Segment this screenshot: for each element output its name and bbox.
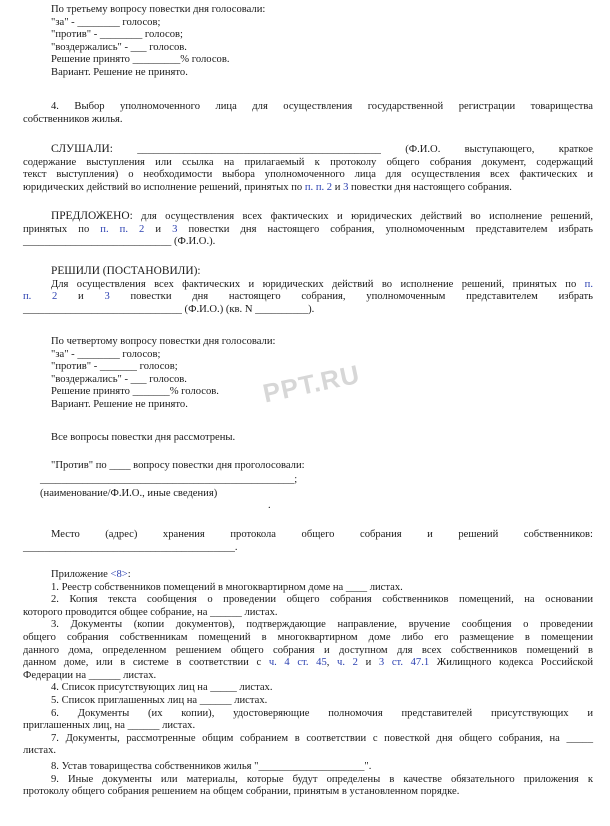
vote3-against: "против" - ________ голосов; (51, 29, 183, 41)
appendix-item-3-l3: данного дома, определенном решением общего собрания и доступном для всех собственников помещений в (23, 644, 593, 656)
vote3-decision: Решение принято _________% голосов. (51, 54, 230, 66)
proposed-label: ПРЕДЛОЖЕНО: (51, 210, 133, 222)
heard-line4: юридических действий во исполнение решений, принятых по п. п. 2 и 3 повестки дня настоящего собрания. (23, 181, 512, 193)
appendix-item-7-l2: листах. (23, 745, 57, 757)
appendix-item-7-l1: 7. Документы, рассмотренные общим собранием в соответствии с повесткой дня общего собрания, на _____ (51, 732, 593, 744)
vote4-decision: Решение принято _______% голосов. (51, 386, 219, 398)
appendix-title: Приложение <8>: (51, 569, 131, 580)
appendix-item-3-l1: 3. Документы (копии документов), подтверждающие направление, вручение сообщения о проведении (51, 619, 593, 631)
heard-line3: текст выступления) о необходимости выбора уполномоченного лица для осуществления всех фактических и (23, 169, 593, 181)
link-3[interactable]: 3 (104, 291, 110, 303)
watermark: PPT.RU (260, 358, 363, 409)
appendix-item-2-l1: 2. Копия текста сообщения о проведении общего собрания собственников помещений, на основании (51, 594, 593, 606)
link-pp2[interactable]: п. п. 2 (100, 223, 145, 235)
storage-line2: ________________________________________. (23, 541, 238, 553)
vote3-block (51, 4, 571, 80)
all-reviewed: Все вопросы повестки дня рассмотрены. (51, 432, 236, 443)
appendix-item-4: 4. Список присутствующих лиц на _____ листах. (51, 682, 273, 694)
vote4-block (51, 336, 571, 412)
vote3-abstain: "воздержались" - ___ голосов. (51, 41, 187, 53)
appendix-item-6-l2: приглашенных лиц, на ______ листах. (23, 720, 196, 732)
storage-block (23, 529, 593, 554)
footnote-link[interactable]: <8> (110, 569, 128, 580)
appendix-item-2-l2: которого проводится общее собрание, на ______ листах. (23, 606, 278, 618)
vote4-against: "против" - _______ голосов; (51, 361, 178, 373)
proposed-line2: принятых по п. п. 2 и 3 повестки дня настоящего собрания, уполномоченным представителем избрать (23, 223, 593, 235)
against-vote: "Против" по ____ вопросу повестки дня проголосовали: (51, 460, 305, 471)
link-pp2[interactable]: п. п. 2 (304, 181, 333, 193)
link-p2[interactable]: п. 2 (23, 291, 58, 303)
decided-line3: ______________________________ (Ф.И.О.) (кв. N __________). (23, 303, 315, 315)
appendix-item-6-l1: 6. Документы (их копии), удостоверяющие полномочия представителей присутствующих и (51, 707, 593, 719)
appendix-block (23, 569, 593, 799)
link-ch2[interactable]: ч. 2 (337, 657, 358, 669)
decided-line2: п. 2 и 3 повестки дня настоящего собрания, уполномоченным представителем избрать (23, 291, 594, 303)
against-blank-line: ________________________________________________; (40, 474, 298, 485)
appendix-item-3-l2: общего собрания собственникам помещений в многоквартирном доме либо его размещение в помещении (23, 631, 593, 643)
vote4-variant: Вариант. Решение не принято. (51, 398, 188, 410)
decided-line1: Для осуществления всех фактических и юридических действий во исполнение решений, принятых по п. (51, 278, 593, 290)
vote3-variant: Вариант. Решение не принято. (51, 66, 188, 78)
link-ch4-st45[interactable]: ч. 4 ст. 45 (268, 657, 327, 669)
appendix-item-1: 1. Реестр собственников помещений в многоквартирном доме на ____ листах. (51, 581, 403, 593)
decided-block (23, 265, 593, 316)
vote3-title: По третьему вопросу повестки дня голосовали: (51, 4, 266, 15)
heard-label: СЛУШАЛИ: (51, 143, 113, 155)
decided-label: РЕШИЛИ (ПОСТАНОВИЛИ): (51, 265, 201, 277)
proposed-line1: для осуществления всех фактических и юридических действий во исполнение решений, (132, 211, 593, 222)
appendix-item-8: 8. Устав товарищества собственников жилья "____________________". (51, 760, 372, 772)
appendix-item-3-l4: данном доме, или в системе в соответствии с ч. 4 ст. 45, ч. 2 и 3 ст. 47.1 Жилищного кодекса Российской (23, 657, 593, 669)
appendix-item-5: 5. Список приглашенных лиц на ______ листах. (51, 694, 268, 706)
proposed-line3: ____________________________ (Ф.И.О.). (23, 236, 216, 248)
storage-line1: Место (адрес) хранения протокола общего собрания и решений собственников: (51, 529, 593, 540)
link-p3[interactable]: 3 (172, 223, 178, 235)
name-note: (наименование/Ф.И.О., иные сведения) (40, 488, 218, 499)
heard-line1: ______________________________________________ (Ф.И.О. выступающего, краткое (137, 144, 593, 155)
heard-line2: содержание выступления или ссылка на прилагаемый к протоколу общего собрания документ, содержащий (23, 156, 593, 168)
vote4-abstain: "воздержались" - ___ голосов. (51, 373, 187, 385)
vote3-for: "за" - ________ голосов; (51, 16, 161, 28)
appendix-item-9-l2: протоколу общего собрания решением на общем собрании, принятым в установленном порядке. (23, 786, 460, 798)
q4-title-line1: 4. Выбор уполномоченного лица для осуществления государственной регистрации товарищества (51, 101, 593, 112)
vote4-title: По четвертому вопросу повестки дня голосовали: (51, 336, 276, 347)
appendix-item-3-l5: Федерации на ______ листах. (23, 669, 157, 681)
link-p[interactable]: п. (584, 278, 593, 290)
heard-block (23, 143, 593, 194)
proposed-block (23, 210, 593, 249)
closing-dot: . (268, 500, 271, 511)
appendix-item-9-l1: 9. Иные документы или материалы, которые будут определены в качестве обязательного приложения к (51, 773, 593, 785)
q4-title (23, 101, 593, 126)
link-3-st47-1[interactable]: 3 ст. 47.1 (378, 657, 430, 669)
link-p3[interactable]: 3 (343, 181, 349, 193)
q4-title-line2: собственников жилья. (23, 113, 123, 125)
vote4-for: "за" - ________ голосов; (51, 348, 161, 360)
